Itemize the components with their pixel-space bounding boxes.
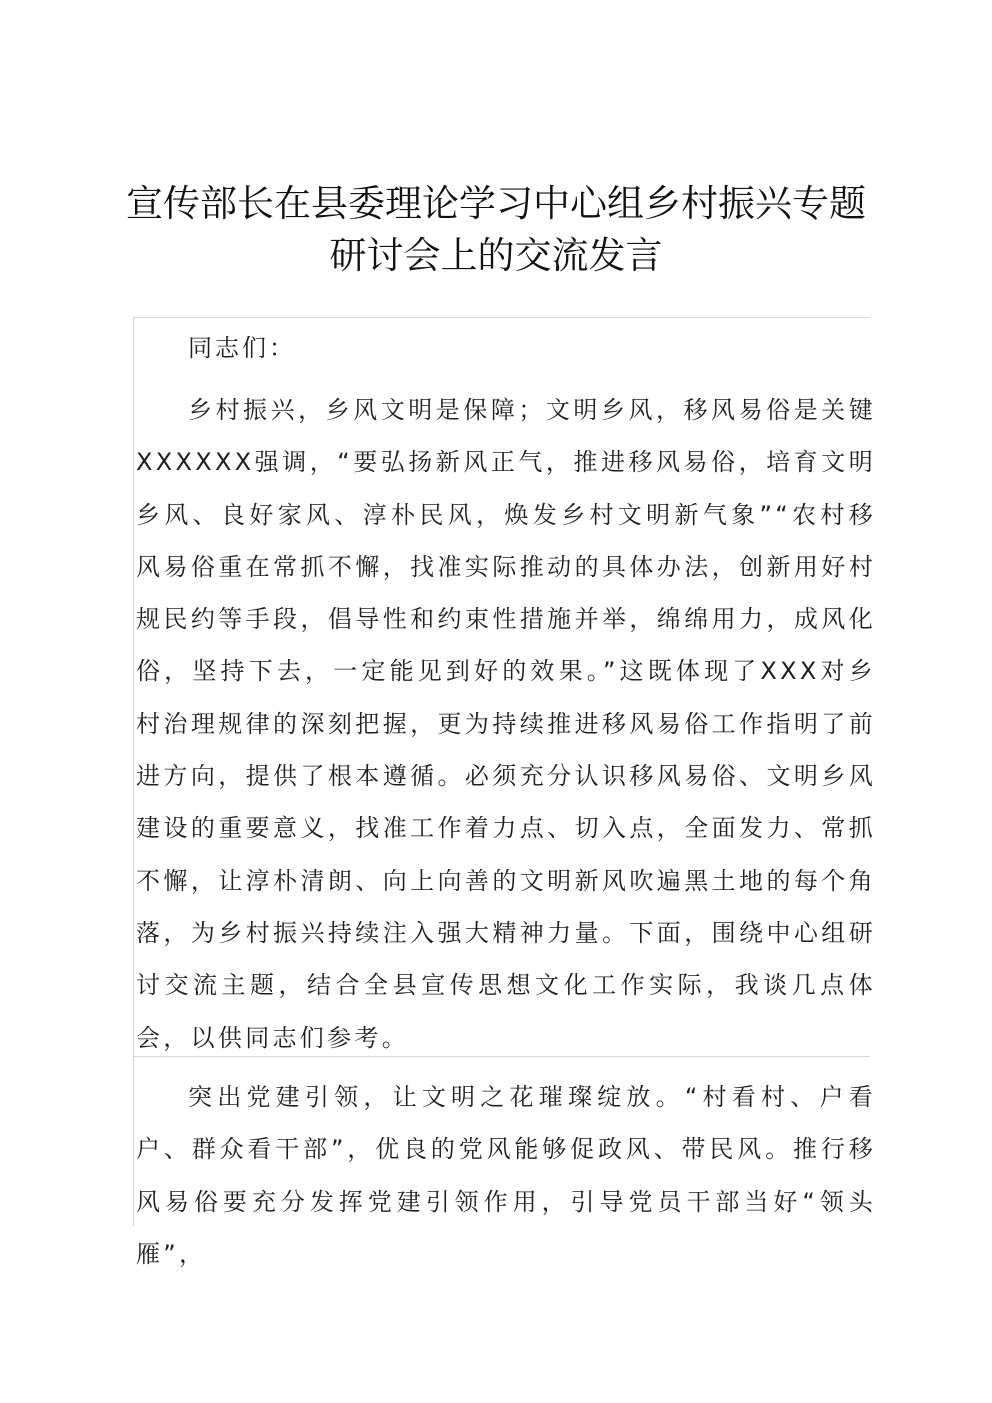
divider-top [133, 317, 870, 318]
title-line-1: 宣传部长在县委理论学习中心组乡村振兴专题 [126, 182, 866, 225]
left-margin-line-lower [133, 1056, 134, 1226]
greeting: 同志们： [188, 334, 296, 362]
body-paragraph-1: 乡村振兴，乡风文明是保障；文明乡风，移风易俗是关键XXXXXX强调，“要弘扬新风正气，推进移风易俗，培育文明乡风、良好家风、淳朴民风，焕发乡村文明新气象”“农村移风易俗重在常抓不懈，找准实际推动的具体办法，创新用好村规民约等手段，倡导性和约束性措施并举，绵绵用力，成风化俗，坚持下去，一定能见到好的效果。”这既体现了XXX对乡村治理规律的深刻把握，更为持续推进移风易俗工作指明了前进方向，提供了根本遵循。必须充分认识移风易俗、文明乡风建设的重要意义，找准工作着力点、切入点，全面发力、常抓不懈，让淳朴清朗、向上向善的文明新风吹遍黑土地的每个角落，为乡村振兴持续注入强大精神力量。下面，围绕中心组研讨交流主题，结合全县宣传思想文化工作实际，我谈几点体会，以供同志们参考。 [136, 396, 876, 1052]
document-title [60, 178, 932, 282]
body-paragraph-2: 突出党建引领，让文明之花璀璨绽放。“村看村、户看户、群众看干部”，优良的党风能够促政风、带民风。推行移风易俗要充分发挥党建引领作用，引导党员干部当好“领头雁”， [136, 1083, 877, 1268]
left-margin-line [133, 317, 134, 1056]
title-line-2: 研讨会上的交流发言 [329, 234, 663, 277]
